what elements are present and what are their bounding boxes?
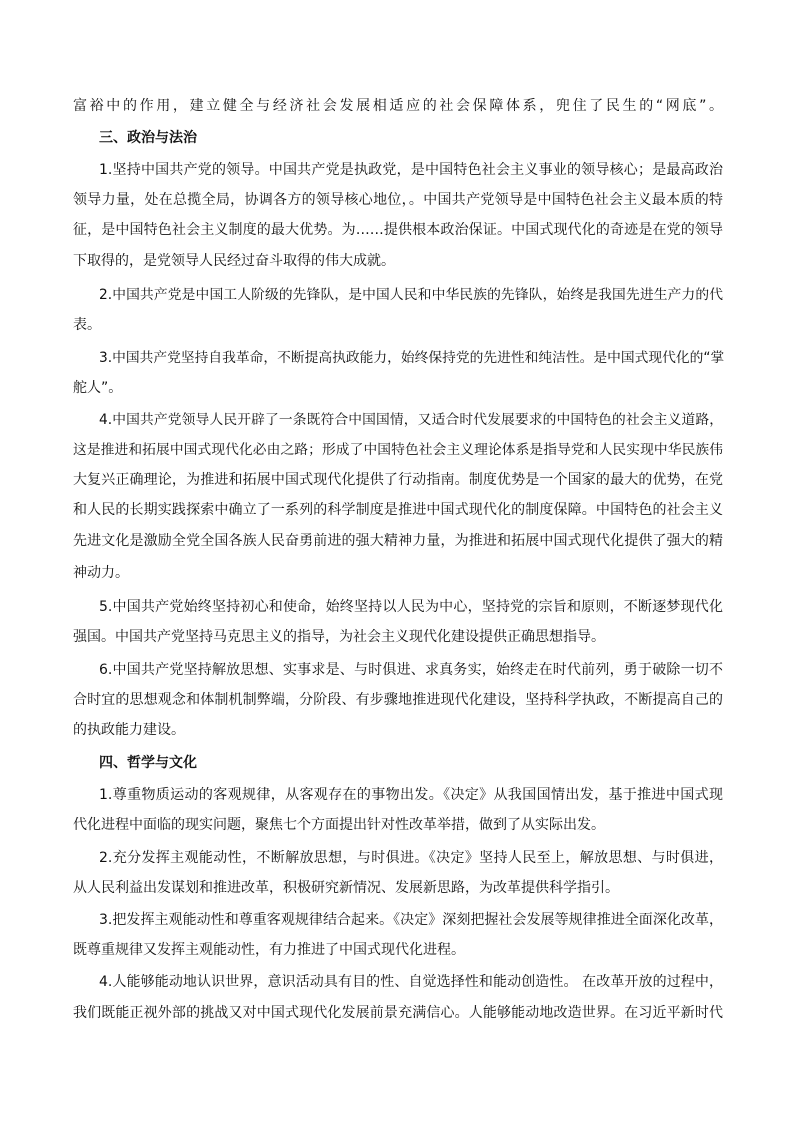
paragraph-line: 4.中国共产党领导人民开辟了一条既符合中国国情，又适合时代发展要求的中国特色的社会主义道路， [99,412,723,428]
paragraph-line: 的执政能力建设。 [73,722,185,738]
paragraph-line: 既尊重规律又发挥主观能动性，有力推进了中国式现代化进程。 [73,942,465,958]
paragraph-line: 代化进程中面临的现实问题，聚焦七个方面提出针对性改革举措，做到了从实际出发。 [73,817,605,833]
paragraph-line: 领导力量，处在总揽全局，协调各方的领导核心地位，。中国共产党领导是中国特色社会主义最本质的特 [73,192,723,208]
paragraph-line: 4.人能够能动地认识世界，意识活动具有目的性、自觉选择性和能动创造性。 在改革开放的过程中， [99,974,723,990]
paragraph-line: 1.坚持中国共产党的领导。中国共产党是执政党，是中国特色社会主义事业的领导核心；是最高政治 [99,162,723,178]
paragraph-line: 舵人”。 [73,380,123,396]
paragraph-line: 我们既能正视外部的挑战又对中国式现代化发展前景充满信心。人能够能动地改造世界。在习近平新时代 [73,1005,723,1021]
paragraph-line: 合时宜的思想观念和体制机制弊端，分阶段、有步骤地推进现代化建设，坚持科学执政，不断提高自己的 [73,692,723,708]
paragraph-line: 3.中国共产党坚持自我革命，不断提高执政能力，始终保持党的先进性和纯洁性。是中国式现代化的“掌 [99,350,725,366]
paragraph-line: 强国。中国共产党坚持马克思主义的指导，为社会主义现代化建设提供正确思想指导。 [73,629,605,645]
paragraph-line: 1.尊重物质运动的客观规律，从客观存在的事物出发。《决定》从我国国情出发，基于推进中国式现 [99,787,723,803]
paragraph-line: 5.中国共产党始终坚持初心和使命，始终坚持以人民为中心，坚持党的宗旨和原则，不断逐梦现代化 [99,599,723,615]
paragraph-line: 神动力。 [73,565,129,581]
paragraph-line: 富裕中的作用，建立健全与经济社会发展相适应的社会保障体系，兜住了民生的“网底”。 [73,98,723,114]
paragraph-line: 先进文化是激励全党全国各族人民奋勇前进的强大精神力量，为推进和拓展中国式现代化提供了强大的精 [73,533,723,549]
paragraph-line: 下取得的，是党领导人民经过奋斗取得的伟大成就。 [73,253,395,269]
paragraph-line: 2.中国共产党是中国工人阶级的先锋队，是中国人民和中华民族的先锋队，始终是我国先进生产力的代 [99,287,723,303]
paragraph-line: 表。 [73,317,101,333]
paragraph-line: 从人民利益出发谋划和推进改革，积极研究新情况、发展新思路，为改革提供科学指引。 [73,880,619,896]
paragraph-line: 2.充分发挥主观能动性，不断解放思想，与时俱进。《决定》坚持人民至上，解放思想、与时俱进， [99,850,723,866]
paragraph-line: 3.把发挥主观能动性和尊重客观规律结合起来。《决定》深刻把握社会发展等规律推进全面深化改革， [99,912,723,928]
paragraph-line: 和人民的长期实践探索中确立了一系列的科学制度是推进中国式现代化的制度保障。中国特色的社会主义 [73,502,723,518]
paragraph-line: 征，是中国特色社会主义制度的最大优势。为……提供根本政治保证。中国式现代化的奇迹是在党的领导 [73,222,723,238]
paragraph-line: 6.中国共产党坚持解放思想、实事求是、与时俱进、求真务实，始终走在时代前列，勇于破除一切不 [99,662,723,678]
paragraph-line: 这是推进和拓展中国式现代化必由之路；形成了中国特色社会主义理论体系是指导党和人民实现中华民族伟 [73,442,723,458]
paragraph-line: 大复兴正确理论，为推进和拓展中国式现代化提供了行动指南。制度优势是一个国家的最大的优势，在党 [73,472,723,488]
section-heading-philosophy-culture: 四、哲学与文化 [99,755,197,771]
section-heading-politics-law: 三、政治与法治 [99,130,197,146]
